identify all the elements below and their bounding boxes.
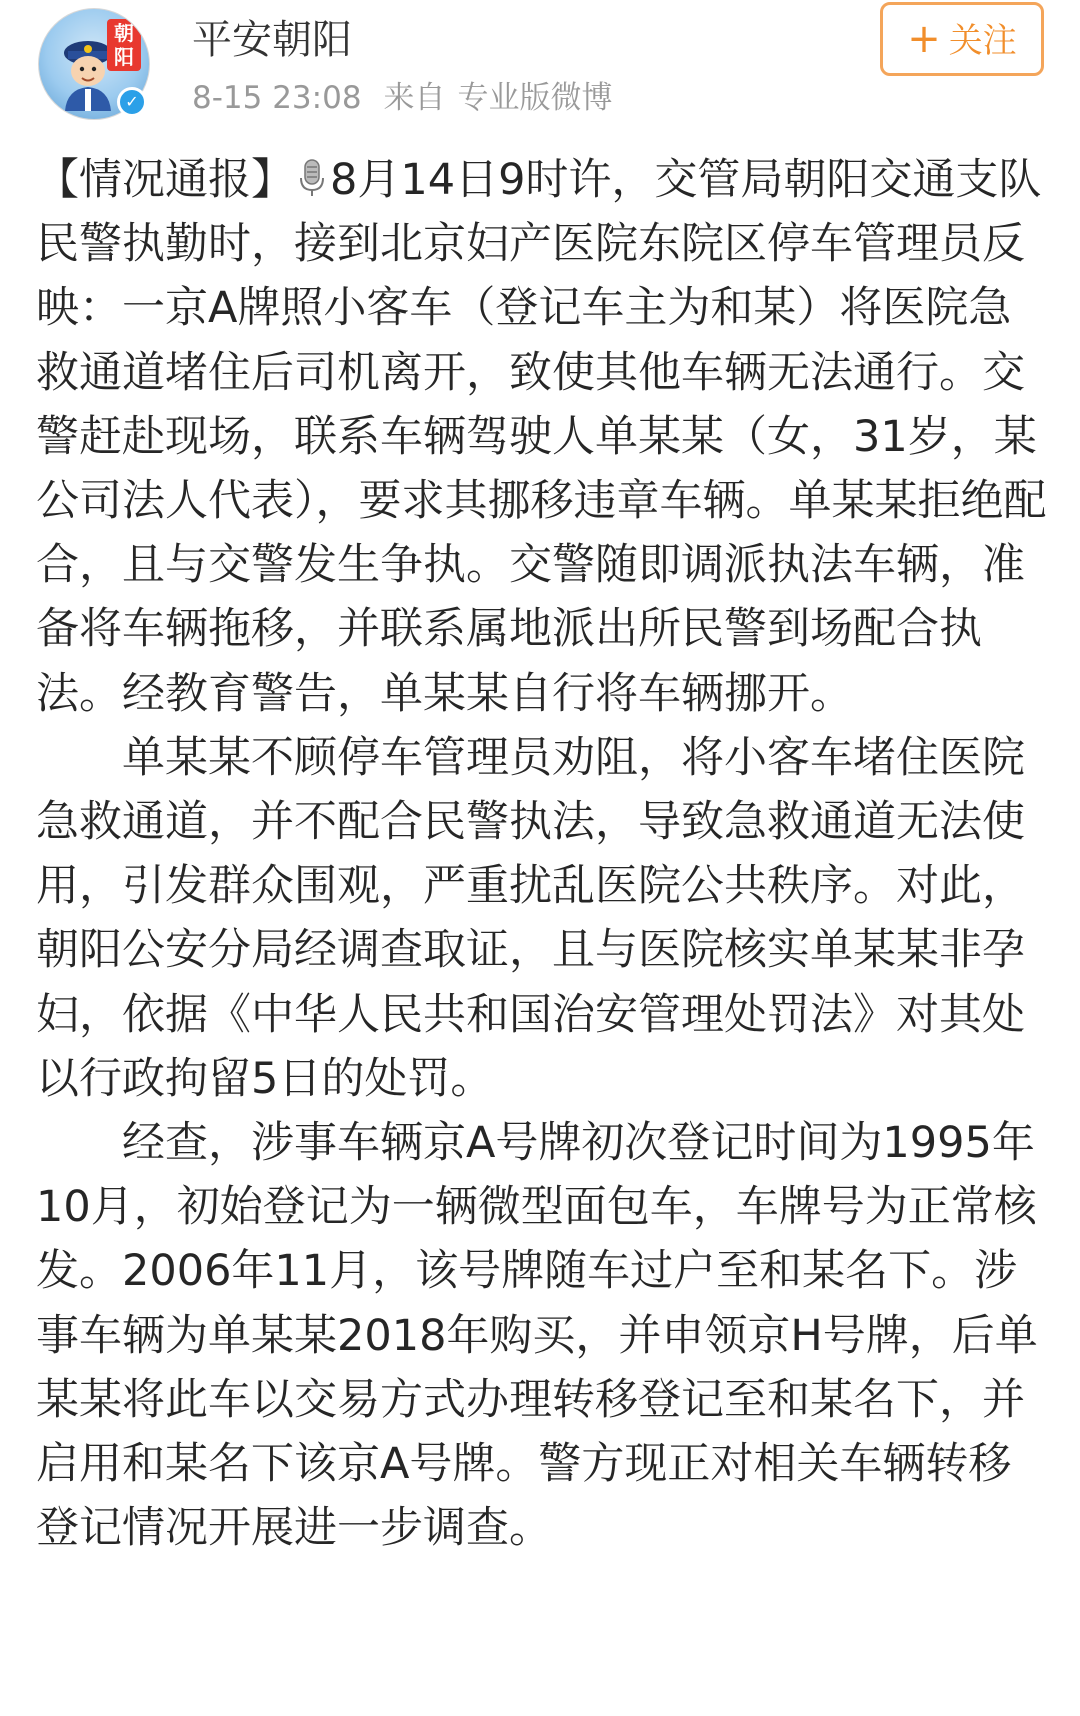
post-meta	[192, 76, 613, 120]
post-paragraph-2	[36, 726, 1048, 1111]
verified-badge-icon: ✓	[117, 87, 147, 117]
post-paragraph-3	[36, 1111, 1048, 1560]
microphone-icon	[298, 158, 326, 198]
avatar-seal: 朝阳	[107, 19, 141, 71]
post-source[interactable]: 专业版微博	[457, 80, 613, 116]
post-content	[36, 148, 1048, 1560]
paragraph-1-text: 8月14日9时许，交管局朝阳交通支队民警执勤时，接到北京妇产医院东院区停车管理员反映：一京A牌照小客车（登记车主为和某）将医院急救通道堵住后司机离开，致使其他车辆无法通行。交警赶赴现场，联系车辆驾驶人单某某（女，31岁，某公司法人代表），要求其挪移违章车辆。单某某拒绝配合，且与交警发生争执。交警随即调派执法车辆，准备将车辆拖移，并联系属地派出所民警到场配合执法。经教育警告，单某某自行将车辆挪开。	[36, 155, 1047, 719]
follow-label: 关注	[948, 21, 1017, 61]
from-label: 来自	[383, 80, 446, 116]
post-tag: 【情况通报】	[36, 155, 294, 205]
paragraph-3-text: 经查，涉事车辆京A号牌初次登记时间为1995年10月，初始登记为一辆微型面包车，车牌号为正常核发。2006年11月，该号牌随车过户至和某名下。涉事车辆为单某某2018年购买，并申领京H号牌，后单某某将此车以交易方式办理转移登记至和某名下，并启用和某名下该京A号牌。警方现正对相关车辆转移登记情况开展进一步调查。	[36, 1118, 1038, 1554]
post-time: 8-15 23:08	[192, 80, 362, 116]
post-paragraph-1	[36, 148, 1048, 726]
follow-button[interactable]	[880, 2, 1044, 76]
post-header	[0, 0, 1080, 125]
plus-icon: +	[907, 16, 941, 62]
author-name[interactable]: 平安朝阳	[192, 17, 352, 63]
paragraph-2-text: 单某某不顾停车管理员劝阻，将小客车堵住医院急救通道，并不配合民警执法，导致急救通道无法使用，引发群众围观，严重扰乱医院公共秩序。对此，朝阳公安分局经调查取证，且与医院核实单某某非孕妇，依据《中华人民共和国治安管理处罚法》对其处以行政拘留5日的处罚。	[36, 732, 1025, 1104]
